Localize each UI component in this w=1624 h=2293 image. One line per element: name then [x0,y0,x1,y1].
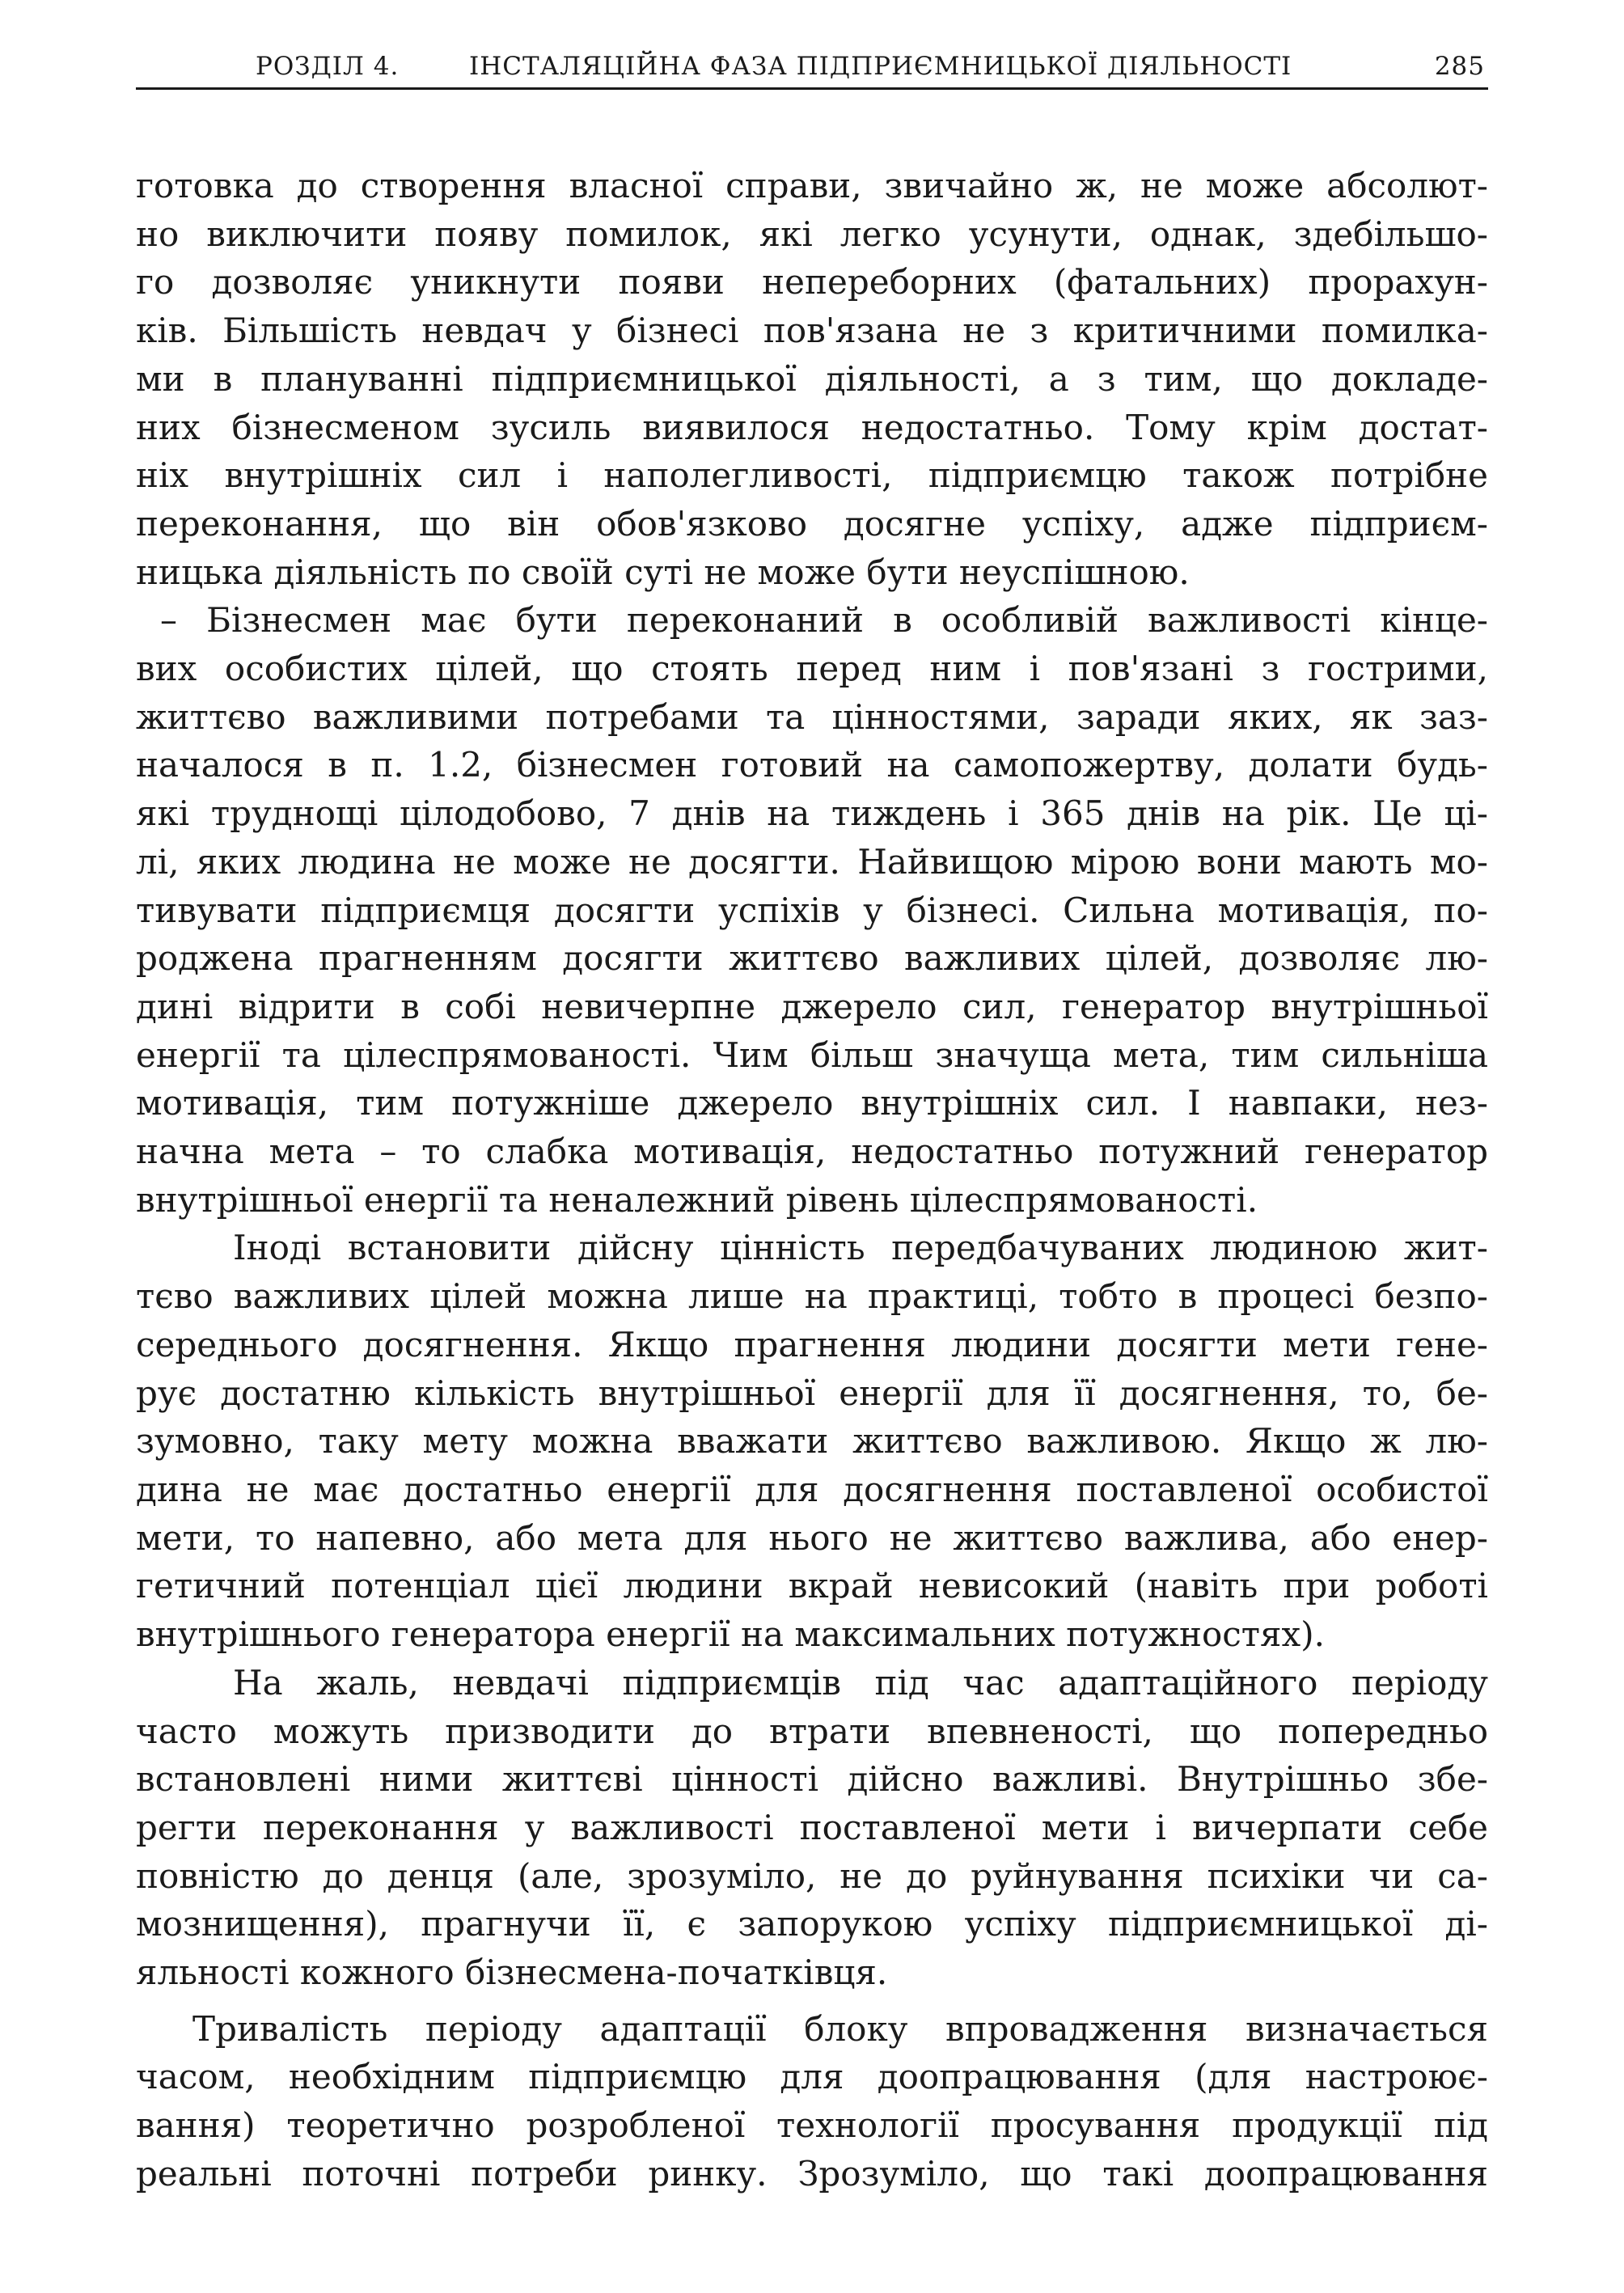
text-line: Тривалість періоду адаптації блоку впровадження визначається [192,2008,1488,2049]
text-line: які труднощі цілодобово, 7 днів на тиждень і 365 днів на рік. Це ці- [136,793,1488,834]
body-text [136,162,1488,2198]
chapter-label: РОЗДІЛ 4. [256,52,400,81]
text-line: яльності кожного бізнесмена-початківця. [136,1952,888,1993]
text-line: готовка до створення власної справи, звичайно ж, не може абсолют- [136,166,1488,205]
running-header [136,49,1488,90]
book-page [136,0,1488,2293]
text-line: вання) теоретично розробленої технології просування продукції під [136,2105,1488,2146]
text-line: рує достатню кількість внутрішньої енергії для її досягнення, то, бе- [136,1373,1488,1413]
text-line: началося в п. 1.2, бізнесмен готовий на самопожертву, долати будь- [136,745,1488,785]
text-line: ми в плануванні підприємницької діяльності, а з тим, що докладе- [136,358,1488,399]
text-line: часто можуть призводити до втрати впевненості, що попередньо [136,1711,1488,1751]
text-line: реальні поточні потреби ринку. Зрозуміло, що такі доопрацювання [136,2153,1488,2194]
page-number: 285 [1434,52,1485,81]
text-line: мотивація, тим потужніше джерело внутрішніх сил. І навпаки, нез- [136,1083,1488,1123]
text-line: тивувати підприємця досягти успіхів у бізнесі. Сильна мотивація, по- [136,890,1488,930]
text-line: встановлені ними життєві цінності дійсно важливі. Внутрішньо збе- [136,1759,1488,1800]
text-line: зумовно, таку мету можна вважати життєво важливою. Якщо ж лю- [136,1421,1488,1462]
text-line: ків. Більшість невдач у бізнесі пов'язана не з критичними помилка- [136,311,1488,351]
text-line: На жаль, невдачі підприємців під час адаптаційного періоду [233,1662,1488,1703]
text-line: дині відрити в собі невичерпне джерело сил, генератор внутрішньої [136,986,1488,1026]
text-line: вих особистих цілей, що стоять перед ним і пов'язані з гострими, [136,649,1488,689]
text-line: внутрішньої енергії та неналежний рівень цілеспрямованості. [136,1179,1258,1220]
paragraph-2 [136,596,1488,1224]
text-line: роджена прагненням досягти життєво важливих цілей, дозволяє лю- [136,938,1488,979]
text-line: – Бізнесмен має бути переконаний в особливій важливості кінце- [160,600,1488,641]
text-line: тєво важливих цілей можна лише на практиці, тобто в процесі безпо- [136,1276,1488,1317]
paragraph-1 [136,162,1488,596]
text-line: го дозволяє уникнути появи непереборних (фатальних) прорахун- [136,262,1488,302]
text-line: внутрішнього генератора енергії на максимальних потужностях). [136,1614,1325,1655]
text-line: начна мета – то слабка мотивація, недостатньо потужний генератор [136,1132,1488,1172]
paragraph-5 [136,2005,1488,2198]
text-line: енергії та цілеспрямованості. Чим більш значуща мета, тим сильніша [136,1034,1488,1075]
text-line: но виключити появу помилок, які легко усунути, однак, здебільшо- [136,214,1488,254]
chapter-title: ІНСТАЛЯЦІЙНА ФАЗА ПІДПРИЄМНИЦЬКОЇ ДІЯЛЬНОСТІ [469,52,1292,81]
text-line: мети, то напевно, або мета для нього не життєво важлива, або енер- [136,1517,1488,1558]
text-line: мознищення), прагнучи її, є запорукою успіху підприємницької ді- [136,1904,1488,1944]
text-line: лі, яких людина не може не досягти. Найвищою мірою вони мають мо- [136,841,1488,882]
text-line: часом, необхідним підприємцю для доопрацювання (для настроює- [136,2057,1488,2097]
text-line: регти переконання у важливості поставленої мети і вичерпати себе [136,1807,1488,1847]
text-line: повністю до денця (але, зрозуміло, не до руйнування психіки чи са- [136,1855,1488,1896]
text-line: життєво важливими потребами та цінностями, заради яких, як заз- [136,696,1488,737]
text-line: переконання, що він обов'язково досягне успіху, адже підприєм- [136,503,1488,544]
text-line: ницька діяльність по своїй суті не може бути неуспішною. [136,552,1190,592]
paragraph-3 [136,1224,1488,1658]
text-line: середнього досягнення. Якщо прагнення людини досягти мети гене- [136,1324,1488,1364]
text-line: гетичний потенціал цієї людини вкрай невисокий (навіть при роботі [136,1566,1488,1606]
text-line: Іноді встановити дійсну цінність передбачуваних людиною жит- [233,1228,1488,1268]
text-line: ніх внутрішніх сил і наполегливості, підприємцю також потрібне [136,455,1488,496]
text-line: них бізнесменом зусиль виявилося недостатньо. Тому крім достат- [136,407,1488,447]
paragraph-4 [136,1659,1488,1997]
text-line: дина не має достатньо енергії для досягнення поставленої особистої [136,1469,1488,1509]
